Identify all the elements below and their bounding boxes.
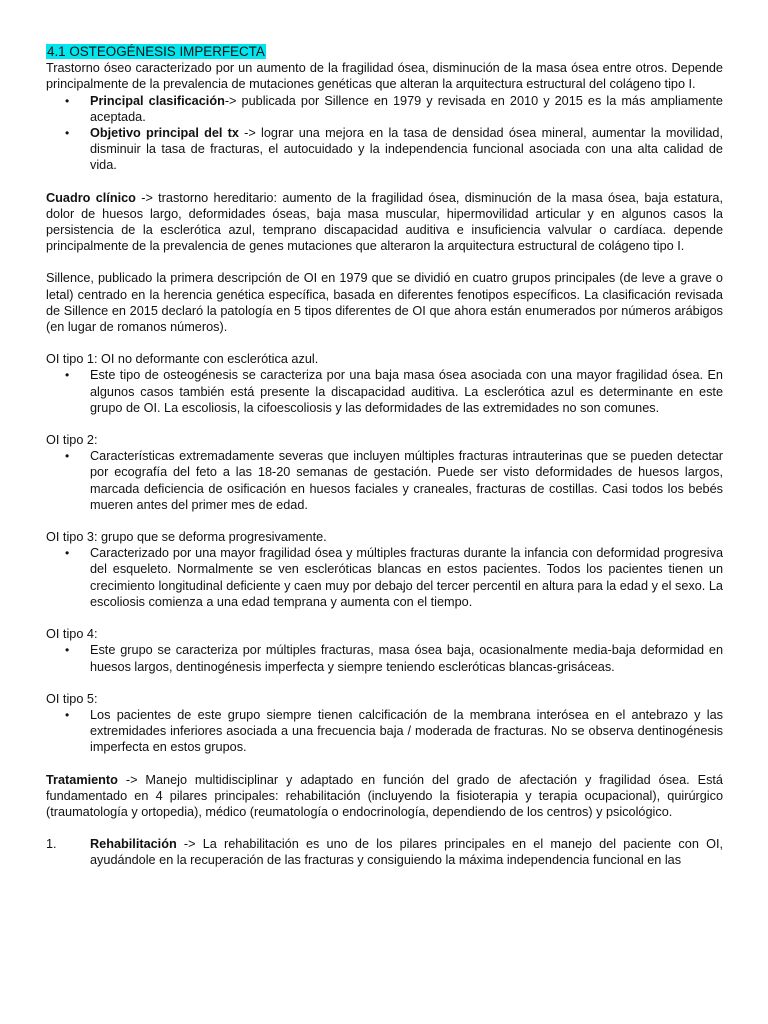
type-4-list (46, 642, 723, 674)
bullet-text: -> lograr una mejora en la tasa de densidad ósea mineral, aumentar la movilidad, disminuir la tasa de fracturas, el autocuidado y la independencia funcional asociada con una alta calidad de vida. (90, 126, 723, 173)
document-body (46, 44, 723, 869)
treatment-text: -> Manejo multidisciplinar y adaptado en función del grado de afectación y fragilidad ósea. Está fundamentado en 4 pilares principales: rehabilitación (incluyendo la fisioterapia y terapia ocupacional), quirúrgico (traumatología y ortopedia), médico (reumatología o endocrinología, dependiendo de los centros) y psicológico. (46, 772, 723, 819)
list-item (46, 836, 723, 868)
clinical-picture-text: -> trastorno hereditario: aumento de la fragilidad ósea, disminución de la masa ósea, baja estatura, dolor de huesos largo, deformidades óseas, baja masa muscular, hipermovilidad articular y en algunos casos la persistencia de la esclerótica azul, temprano discapacidad auditiva e insuficiencia valvular o cardíaca. depende principalmente de la prevalencia de genes mutaciones que alteraron la arquitectura estructural de colágeno tipo I. (46, 190, 723, 254)
type-5-list (46, 707, 723, 756)
spacer (46, 675, 723, 691)
bullet-label: Objetivo principal del tx (90, 126, 239, 141)
bullet-label: Principal clasificación (90, 93, 225, 108)
list-item (46, 125, 723, 174)
intro-paragraph: Trastorno óseo caracterizado por un aumento de la fragilidad ósea, disminución de la masa ósea entre otros. Depende principalmente de la prevalencia de mutaciones genéticas que alteran la arquitectura estructural del colágeno tipo I. (46, 61, 723, 92)
pillar-text: -> La rehabilitación es uno de los pilares principales en el manejo del paciente con OI, ayudándole en la recuperación de las fracturas y consiguiendo la máxima independencia funcional en las (90, 837, 723, 868)
key-points-list (46, 93, 723, 174)
type-2-list (46, 448, 723, 513)
spacer (46, 513, 723, 529)
type-3-list (46, 545, 723, 610)
clinical-picture-paragraph (46, 190, 723, 255)
type-5-heading: OI tipo 5: (46, 691, 98, 706)
treatment-paragraph (46, 772, 723, 821)
list-item: • Este tipo de osteogénesis se caracteriza por una baja masa ósea asociada con una mayor fragilidad ósea. En algunos casos también está presente la discapacidad auditiva. La esclerótica azul es determinante en este grupo de OI. La escoliosis, la cifoescoliosis y las deformidades de las extremidades no son comunes. (46, 367, 723, 416)
spacer (46, 335, 723, 351)
list-item: • Características extremadamente severas que incluyen múltiples fracturas intrauterinas que se pueden detectar por ecografía del feto a las 18-20 semanas de gestación. Puede ser visto deformidades de huesos largos, marcada deficiencia de osificación en huesos faciales y craneales, fracturas de costillas. Casi todos los bebés mueren antes del primer mes de edad. (46, 448, 723, 513)
spacer (46, 254, 723, 270)
list-item: • Caracterizado por una mayor fragilidad ósea y múltiples fracturas durante la infancia con deformidad progresiva del esqueleto. Normalmente se ven escleróticas blancas en estos pacientes. Todos los pacientes tienen un crecimiento longitudinal deficiente y caen muy por debajo del tercer percentil en altura para la edad y el sexo. La escoliosis comienza a una edad temprana y aumenta con el tiempo. (46, 545, 723, 610)
list-item: • Los pacientes de este grupo siempre tienen calcificación de la membrana interósea en el antebrazo y las extremidades inferiores asociada a una frecuencia baja / moderada de fracturas. No se observa dentinogénesis imperfecta en estos grupos. (46, 707, 723, 756)
bullet-text: -> publicada por Sillence en 1979 y revisada en 2010 y 2015 es la más ampliamente aceptada. (90, 93, 723, 124)
list-number: 1. (46, 837, 57, 852)
sillence-paragraph: Sillence, publicado la primera descripción de OI en 1979 que se dividió en cuatro grupos principales (de leve a grave o letal) centrado en la herencia genética específica, basada en diferentes fenotipos específicos. La clasificación revisada de Sillence en 2015 declaró la patología en 5 tipos diferentes de OI que ahora están enumerados por números arábigos (en lugar de romanos números). (46, 271, 723, 335)
spacer (46, 756, 723, 772)
spacer (46, 820, 723, 836)
type-1-list (46, 367, 723, 416)
type-3-heading: OI tipo 3: grupo que se deforma progresivamente. (46, 530, 327, 545)
treatment-pillars-list (46, 836, 723, 868)
pillar-label: Rehabilitación (90, 837, 177, 852)
clinical-picture-label: Cuadro clínico (46, 190, 136, 205)
spacer (46, 610, 723, 626)
section-title-line (46, 44, 723, 60)
list-item (46, 93, 723, 125)
spacer (46, 174, 723, 190)
type-4-heading: OI tipo 4: (46, 627, 98, 642)
type-1-heading: OI tipo 1: OI no deformante con esclerótica azul. (46, 352, 319, 367)
treatment-label: Tratamiento (46, 772, 118, 787)
type-2-heading: OI tipo 2: (46, 433, 98, 448)
list-item: • Este grupo se caracteriza por múltiples fracturas, masa ósea baja, ocasionalmente media-baja deformidad en huesos largos, dentinogénesis imperfecta y siempre teniendo escleróticas blancas-grisáceas. (46, 642, 723, 674)
section-title: 4.1 OSTEOGÉNESIS IMPERFECTA (47, 44, 265, 59)
spacer (46, 416, 723, 432)
